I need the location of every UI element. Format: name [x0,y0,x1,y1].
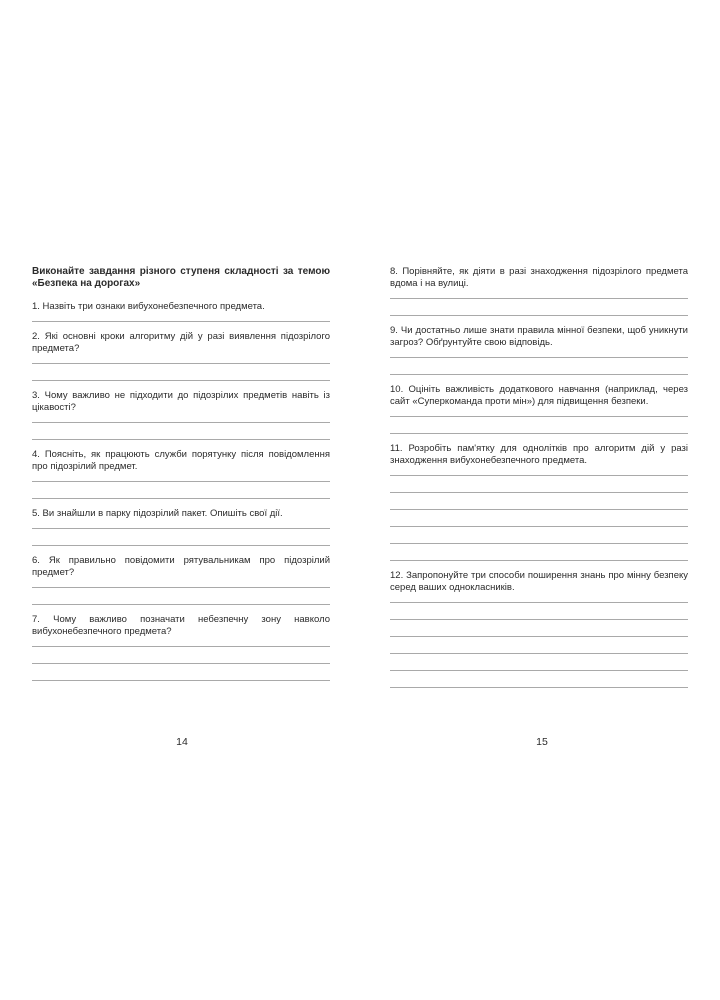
question-text: 8. Порівняйте, як діяти в разі знаходження підозрілого предмета вдома і на вулиці. [390,266,688,289]
question-text: 12. Запропонуйте три способи поширення знань про мінну безпеку серед ваших однокласників. [390,570,688,593]
question-5 [32,508,330,546]
question-text: 2. Які основні кроки алгоритму дій у разі виявлення підозрілого предмета? [32,331,330,354]
answer-line[interactable] [32,439,330,440]
worksheet-heading: Виконайте завдання різного ступеня складності за темою «Безпека на дорогах» [32,266,330,289]
question-text: 3. Чому важливо не підходити до підозрілих предметів навіть із цікавості? [32,390,330,413]
question-text: 9. Чи достатньо лише знати правила мінної безпеки, щоб уникнути загроз? Обґрунтуйте свою відповідь. [390,325,688,348]
question-text: 6. Як правильно повідомити рятувальникам про підозрілий предмет? [32,555,330,578]
answer-line[interactable] [390,560,688,561]
answer-line[interactable] [32,498,330,499]
question-text: 7. Чому важливо позначати небезпечну зону навколо вибухонебезпечного предмета? [32,614,330,637]
question-text: 5. Ви знайшли в парку підозрілий пакет. Опишіть свої дії. [32,508,283,519]
page-number-left: 14 [176,736,188,748]
answer-line[interactable] [32,380,330,381]
answer-line[interactable] [390,687,688,688]
right-page [390,266,688,688]
answer-line[interactable] [390,315,688,316]
question-12 [390,570,688,688]
question-2 [32,331,330,381]
question-7 [32,614,330,681]
answer-line[interactable] [390,433,688,434]
question-text: 1. Назвіть три ознаки вибухонебезпечного предмета. [32,301,265,312]
question-6 [32,555,330,605]
question-9 [390,325,688,375]
answer-line[interactable] [390,374,688,375]
answer-line[interactable] [32,604,330,605]
answer-line[interactable] [32,545,330,546]
question-4 [32,449,330,499]
question-11 [390,443,688,561]
answer-line[interactable] [32,680,330,681]
question-text: 4. Поясніть, як працюють служби порятунку після повідомлення про підозрілий предмет. [32,449,330,472]
question-1 [32,301,330,322]
question-10 [390,384,688,434]
question-3 [32,390,330,440]
question-text: 11. Розробіть пам'ятку для однолітків про алгоритм дій у разі знаходження вибухонебезпечного предмета. [390,443,688,466]
left-page [32,266,330,681]
answer-line[interactable] [32,321,330,322]
page-number-right: 15 [536,736,548,748]
question-8 [390,266,688,316]
question-text: 10. Оцініть важливість додаткового навчання (наприклад, через сайт «Суперкоманда проти мін») для підвищення безпеки. [390,384,688,407]
